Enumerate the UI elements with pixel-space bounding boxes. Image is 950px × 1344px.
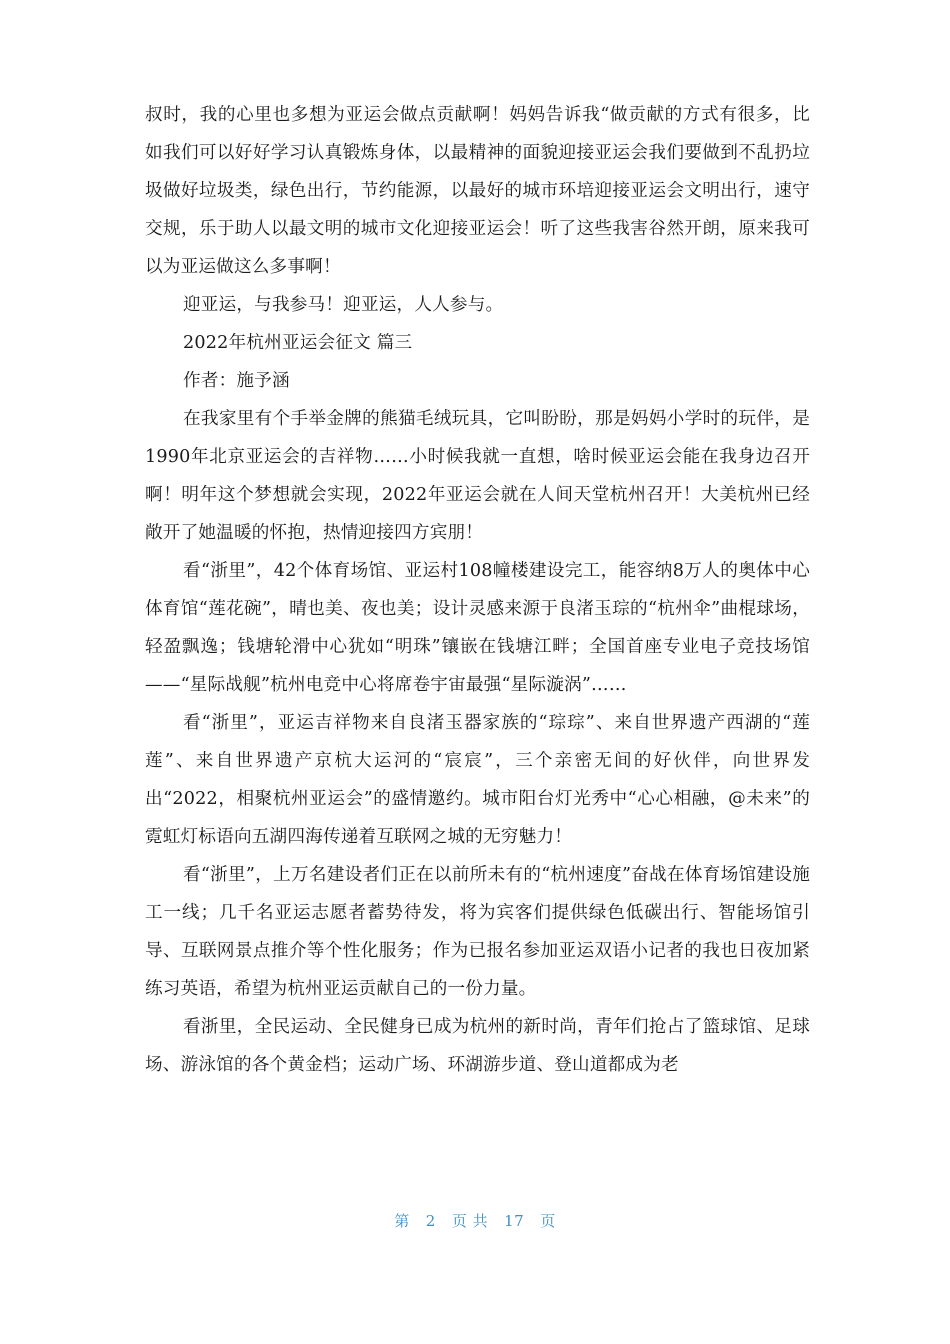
author-line: 作者：施予涵 <box>183 371 290 391</box>
page-footer <box>0 1210 950 1231</box>
footer-pages-label: 页 <box>540 1212 556 1230</box>
footer-page-label: 第 <box>394 1212 410 1230</box>
paragraph-5: 在我家里有个手举金牌的熊猫毛绒玩具，它叫盼盼，那是妈妈小学时的玩伴，是1990年北京亚运会的吉祥物……小时候我就一直想，啥时候亚运会能在我身边召开啊！明年这个梦想就会实现，2022年亚运会就在人间天堂杭州召开！大美杭州已经敞开了她温暖的怀抱，热情迎接四方宾朋！ <box>145 409 810 543</box>
footer-total-pages: 17 <box>504 1212 525 1230</box>
paragraph-1: 叔时，我的心里也多想为亚运会做点贡献啊！妈妈告诉我“做贡献的方式有很多，比如我们可以好好学习认真锻炼身体，以最精神的面貌迎接亚运会我们要做到不乱扔垃圾做好垃圾类，绿色出行，节约能源，以最好的城市环培迎接亚运会文明出行，速守交规，乐于助人以最文明的城市文化迎接亚运会！听了这些我害谷然开朗，原来我可以为亚运做这么多事啊！ <box>145 105 810 277</box>
paragraph-2: 迎亚运，与我参马！迎亚运，人人参与。 <box>183 295 504 315</box>
paragraph-9: 看浙里，全民运动、全民健身已成为杭州的新时尚，青年们抢占了篮球馆、足球场、游泳馆的各个黄金档；运动广场、环湖游步道、登山道都成为老 <box>145 1017 810 1075</box>
footer-of-label: 页 共 <box>451 1212 489 1230</box>
footer-current-page: 2 <box>425 1212 436 1230</box>
section-heading: 2022年杭州亚运会征文 篇三 <box>183 333 413 353</box>
paragraph-6: 看“浙里”，42个体育场馆、亚运村108幢楼建设完工，能容纳8万人的奥体中心体育馆“莲花碗”，晴也美、夜也美；设计灵感来源于良渚玉琮的“杭州伞”曲棍球场，轻盈飘逸；钱塘轮滑中心犹如“明珠”镶嵌在钱塘江畔；全国首座专业电子竞技场馆——“星际战舰”杭州电竞中心将席卷宇宙最强“星际漩涡”…… <box>145 561 810 695</box>
paragraph-7: 看“浙里”，亚运吉祥物来自良渚玉器家族的“琮琮”、来自世界遗产西湖的“莲莲”、来自世界遗产京杭大运河的“宸宸”，三个亲密无间的好伙伴，向世界发出“2022，相聚杭州亚运会”的盛情邀约。城市阳台灯光秀中“心心相融，@未来”的霓虹灯标语向五湖四海传递着互联网之城的无穷魅力！ <box>145 713 810 847</box>
document-body <box>145 96 810 1084</box>
paragraph-8: 看“浙里”，上万名建设者们正在以前所未有的“杭州速度”奋战在体育场馆建设施工一线；几千名亚运志愿者蓄势待发，将为宾客们提供绿色低碳出行、智能场馆引导、互联网景点推介等个性化服务；作为已报名参加亚运双语小记者的我也日夜加紧练习英语，希望为杭州亚运贡献自己的一份力量。 <box>145 865 810 999</box>
